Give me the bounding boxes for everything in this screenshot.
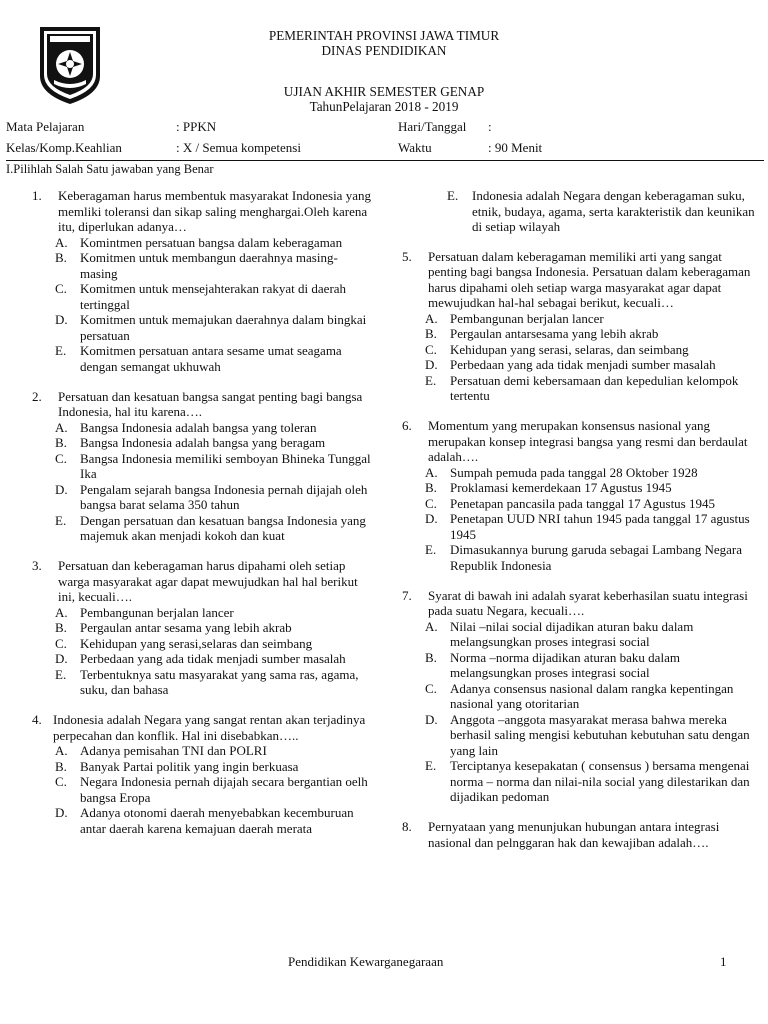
page-number: 1: [720, 954, 727, 969]
option-letter: D.: [55, 481, 68, 497]
time-value: : 90 Menit: [488, 140, 543, 155]
option-letter: A.: [55, 743, 68, 758]
option: [425, 496, 760, 512]
option-letter: E.: [425, 542, 437, 557]
question-text: Persatuan dalam keberagaman memiliki arti yang sangat penting bagi bangsa Indonesia. Persatuan dalam keberagaman harus dipahami oleh setiap warga masyarakat agar dapat mewujudkan hal-hal sebagai berikut, kecuali…: [428, 248, 751, 310]
option-letter: B.: [55, 250, 67, 265]
option-text: Pergaulan antarsesama yang lebih akrab: [450, 326, 659, 341]
option-text: Pengalam sejarah bangsa Indonesia pernah dijajah oleh bangsa barat selama 350 tahun: [80, 481, 368, 512]
option-list: [402, 465, 760, 574]
question-text: Syarat di bawah ini adalah syarat keberhasilan suatu integrasi pada suatu Negara, kecuali….: [428, 587, 748, 618]
option-letter: D.: [55, 651, 68, 666]
time-label: Waktu: [398, 140, 432, 155]
option-list: [32, 420, 374, 544]
question-number: 5.: [402, 248, 412, 264]
option: [425, 357, 760, 373]
option-text: Komitmen untuk membangun daerahnya masing-masing: [80, 250, 338, 281]
option-letter: C.: [55, 774, 67, 789]
option-letter: D.: [55, 312, 68, 327]
exam-header: [180, 84, 588, 114]
option: [425, 326, 760, 342]
option-letter: B.: [55, 620, 67, 635]
question-text: Keberagaman harus membentuk masyarakat Indonesia yang memliki toleransi dan sikap saling menghargai.Oleh karena itu, diperlukan adanya…: [58, 188, 371, 234]
question-1: [32, 188, 374, 374]
option: [55, 312, 374, 343]
footer-title: Pendidikan Kewarganegaraan: [288, 954, 444, 969]
option: [425, 465, 760, 481]
option-text: Anggota –anggota masyarakat merasa bahwa mereka berhasil saling mengisi kebutuhan kebutuhan satu dengan yang lain: [450, 711, 750, 758]
option: [425, 511, 760, 542]
option: [55, 482, 374, 513]
question-text: Indonesia adalah Negara yang sangat rentan akan terjadinya perpecahan dan konflik. Hal ini disebabkan…..: [53, 712, 366, 743]
option: [55, 605, 374, 621]
option: [447, 188, 760, 235]
question-text: Momentum yang merupakan konsensus nasional yang merupakan konsep integrasi bangsa yang resmi dan berdaulat adalah….: [428, 418, 748, 464]
question-8: [402, 819, 760, 850]
option-text: Proklamasi kemerdekaan 17 Agustus 1945: [450, 480, 672, 495]
option: [55, 620, 374, 636]
option-text: Bangsa Indonesia adalah bangsa yang toleran: [80, 419, 317, 435]
option-text: Kehidupan yang serasi, selaras, dan seimbang: [450, 341, 689, 357]
question-text: Persatuan dan kesatuan bangsa sangat penting bagi bangsa Indonesia, hal itu karena….: [58, 388, 363, 419]
option-text: Komitmen untuk mensejahterakan rakyat di daerah tertinggal: [80, 281, 347, 312]
option-letter: C.: [55, 281, 67, 296]
question-number: 3.: [32, 558, 42, 573]
option-text: Komintmen persatuan bangsa dalam keberagaman: [80, 234, 343, 250]
question-number: 8.: [402, 819, 412, 834]
header-divider: [6, 160, 764, 161]
exam-title: UJIAN AKHIR SEMESTER GENAP: [283, 84, 485, 99]
option: [55, 805, 374, 836]
option-list: [32, 743, 374, 836]
option-list: [32, 605, 374, 698]
option-letter: A.: [425, 464, 438, 480]
question-number: 1.: [32, 188, 42, 203]
option: [55, 667, 374, 698]
option-text: Persatuan demi kebersamaan dan kepedulian kelompok tertentu: [450, 372, 739, 403]
question-3: [32, 558, 374, 698]
option: [425, 311, 760, 327]
question-6: [402, 418, 760, 573]
day-value: :: [488, 119, 492, 134]
option: [55, 743, 374, 759]
option: [425, 480, 760, 496]
option-letter: A.: [425, 618, 438, 634]
option: [425, 542, 760, 573]
question-number: 6.: [402, 418, 412, 433]
question-7: [402, 588, 760, 805]
day-label: Hari/Tanggal: [398, 119, 467, 134]
option-letter: D.: [425, 711, 438, 727]
option: [55, 281, 374, 312]
q4-option-continuation: [424, 188, 760, 235]
option-list: [402, 311, 760, 404]
option-letter: C.: [55, 450, 67, 466]
option: [55, 774, 374, 805]
option-letter: E.: [55, 512, 67, 528]
option-letter: E.: [447, 188, 459, 203]
question-2: [32, 389, 374, 544]
option-text: Perbedaan yang ada tidak menjadi sumber masalah: [450, 357, 716, 372]
option: [55, 451, 374, 482]
option-text: Dengan persatuan dan kesatuan bangsa Indonesia yang majemuk akan menjadi kokoh dan kuat: [80, 512, 366, 543]
option-letter: C.: [425, 341, 437, 357]
option-list: [32, 235, 374, 375]
option-letter: C.: [425, 495, 437, 511]
option-letter: D.: [425, 511, 438, 526]
option-letter: B.: [425, 649, 437, 665]
class-label: Kelas/Komp.Keahlian: [6, 140, 122, 155]
option: [55, 235, 374, 251]
option: [425, 758, 760, 805]
instruction: I.Pilihlah Salah Satu jawaban yang Benar: [6, 162, 214, 176]
option-letter: C.: [425, 680, 437, 696]
question-text: Pernyataan yang menunjukan hubungan antara integrasi nasional dan pelnggaran hak dan kewajiban adalah….: [428, 819, 720, 850]
option-text: Banyak Partai politik yang ingin berkuasa: [80, 758, 299, 774]
option-letter: A.: [425, 310, 438, 326]
option-text: Kehidupan yang serasi,selaras dan seimbang: [80, 635, 313, 651]
school-year: TahunPelajaran 2018 - 2019: [309, 99, 459, 114]
option-text: Indonesia adalah Negara dengan keberagaman suku, etnik, budaya, agama, serta karakteristik dan keunikan di setiap wilayah: [472, 188, 755, 234]
option-text: Nilai –nilai social dijadikan aturan baku dalam melangsungkan proses integrasi social: [450, 618, 694, 649]
option-letter: D.: [55, 805, 68, 820]
option: [55, 420, 374, 436]
class-value: : X / Semua kompetensi: [176, 140, 301, 155]
option-text: Norma –norma dijadikan aturan baku dalam melangsungkan proses integrasi social: [450, 649, 680, 680]
option: [55, 343, 374, 374]
option-text: Adanya consensus nasional dalam rangka kepentingan nasional yang otoritarian: [450, 680, 734, 711]
option-letter: B.: [425, 326, 437, 341]
question-text: Persatuan dan keberagaman harus dipahami oleh setiap warga masyarakat agar dapat mewujudkan hal hal berikut ini, kecuali….: [58, 558, 358, 604]
option: [425, 712, 760, 759]
option-text: Negara Indonesia pernah dijajah secara bergantian oelh bangsa Eropa: [80, 774, 368, 805]
option-text: Adanya pemisahan TNI dan POLRI: [80, 743, 267, 758]
option-letter: E.: [55, 343, 67, 358]
question-number: 2.: [32, 388, 42, 404]
option-text: Penetapan UUD NRI tahun 1945 pada tanggal 17 agustus 1945: [450, 511, 750, 542]
option-letter: B.: [425, 480, 437, 495]
option: [425, 619, 760, 650]
option: [55, 636, 374, 652]
option-letter: A.: [55, 419, 68, 435]
option-text: Perbedaan yang ada tidak menjadi sumber masalah: [80, 651, 346, 666]
option-text: Pembangunan berjalan lancer: [80, 604, 234, 620]
option-text: Terbentuknya satu masyarakat yang sama ras, agama, suku, dan bahasa: [80, 666, 359, 697]
option: [55, 250, 374, 281]
option-letter: B.: [55, 758, 67, 774]
question-5: [402, 249, 760, 404]
gov-line-1: PEMERINTAH PROVINSI JAWA TIMUR: [268, 28, 500, 43]
option-list: [402, 619, 760, 805]
option: [425, 373, 760, 404]
option: [55, 759, 374, 775]
option-letter: A.: [55, 234, 68, 250]
option-text: Adanya otonomi daerah menyebabkan kecemburuan antar daerah karena kemajuan daerah merata: [80, 805, 354, 836]
right-column: [402, 188, 760, 865]
question-4: [32, 712, 374, 836]
option-text: Dimasukannya burung garuda sebagai Lambang Negara Republik Indonesia: [450, 542, 743, 573]
option-letter: E.: [425, 758, 437, 773]
option-letter: C.: [55, 635, 67, 651]
subject-label: Mata Pelajaran: [6, 119, 85, 134]
question-number: 7.: [402, 587, 412, 603]
option-letter: E.: [425, 372, 437, 388]
option: [425, 650, 760, 681]
option-text: Pergaulan antar sesama yang lebih akrab: [80, 620, 292, 635]
option-letter: B.: [55, 435, 67, 450]
option-text: Terciptanya kesepakatan ( consensus ) bersama mengenai norma – norma dan nilai-nila social yang dilestarikan dan dijadikan pedoman: [450, 758, 750, 804]
option: [55, 435, 374, 451]
option: [425, 681, 760, 712]
government-header: [180, 28, 588, 58]
option-text: Komitmen persatuan antara sesame umat seagama dengan semangat ukhuwah: [80, 343, 342, 374]
subject-value: : PPKN: [176, 119, 217, 134]
option-text: Penetapan pancasila pada tanggal 17 Agustus 1945: [450, 495, 715, 511]
gov-line-2: DINAS PENDIDIKAN: [321, 43, 447, 58]
option: [55, 513, 374, 544]
option-text: Bangsa Indonesia memiliki semboyan Bhineka Tunggal Ika: [80, 450, 371, 481]
left-column: [32, 188, 374, 851]
option-letter: E.: [55, 666, 67, 682]
option-text: Bangsa Indonesia adalah bangsa yang beragam: [80, 435, 326, 450]
option-text: Sumpah pemuda pada tanggal 28 Oktober 1928: [450, 464, 698, 480]
option-letter: A.: [55, 604, 68, 620]
option-letter: D.: [425, 357, 438, 372]
right-questions: [402, 249, 760, 851]
option-text: Komitmen untuk memajukan daerahnya dalam bingkai persatuan: [80, 312, 367, 343]
option: [425, 342, 760, 358]
east-java-emblem-logo: [36, 24, 104, 106]
question-number: 4.: [32, 712, 42, 727]
option: [55, 651, 374, 667]
option-text: Pembangunan berjalan lancer: [450, 310, 604, 326]
